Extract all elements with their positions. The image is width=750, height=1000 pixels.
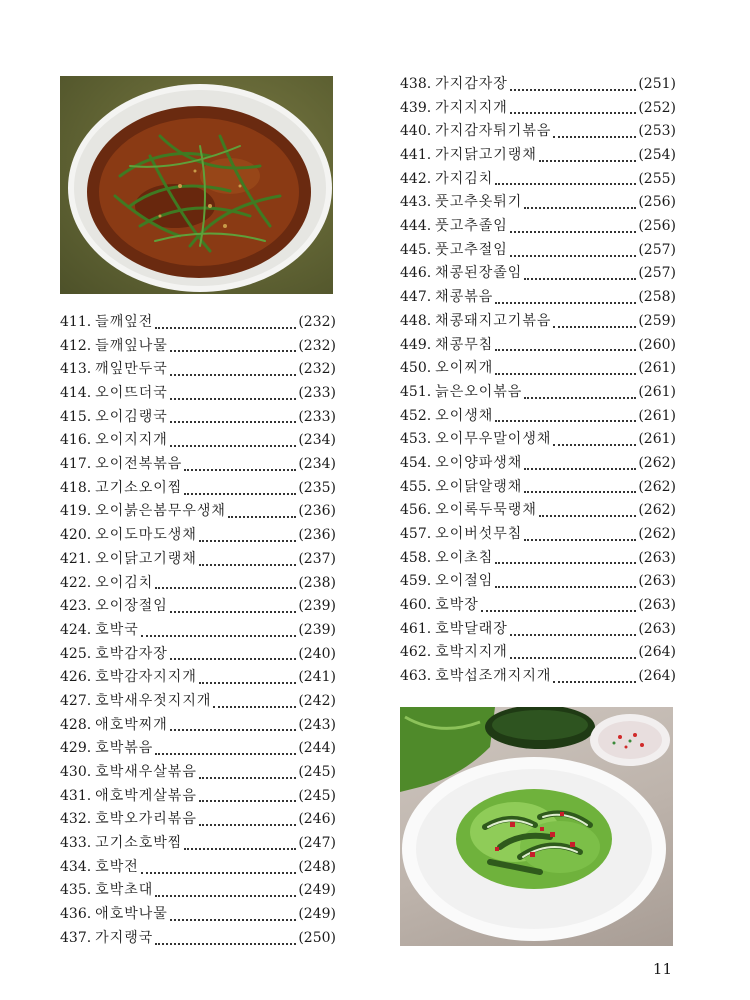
toc-dot-leader	[199, 540, 297, 542]
toc-entry-number: 435.	[60, 882, 92, 899]
toc-entry-page: (242)	[298, 692, 336, 709]
toc-entry-page: (233)	[298, 408, 336, 425]
toc-entry-number: 438.	[400, 75, 432, 92]
toc-left-column	[60, 311, 336, 951]
toc-entry	[60, 406, 336, 430]
toc-entry-page: (239)	[298, 621, 336, 638]
toc-entry-number: 452.	[400, 407, 432, 424]
toc-entry-page: (233)	[298, 385, 336, 402]
toc-entry-title: 가지감자튀기볶음	[435, 123, 552, 140]
toc-entry	[60, 785, 336, 809]
toc-entry-title: 오이전복볶음	[95, 456, 183, 473]
toc-entry-number: 462.	[400, 644, 432, 661]
toc-entry	[400, 239, 676, 263]
toc-dot-leader	[524, 491, 636, 493]
toc-entry-number: 460.	[400, 597, 432, 614]
toc-dot-leader	[170, 729, 297, 731]
toc-entry	[400, 310, 676, 334]
toc-entry-page: (255)	[638, 170, 676, 187]
toc-entry-page: (262)	[638, 526, 676, 543]
toc-dot-leader	[510, 255, 637, 257]
toc-entry	[60, 690, 336, 714]
toc-entry	[60, 856, 336, 880]
toc-dot-leader	[170, 350, 297, 352]
toc-entry-page: (257)	[638, 265, 676, 282]
toc-entry	[400, 452, 676, 476]
toc-dot-leader	[510, 231, 637, 233]
toc-entry-page: (238)	[298, 574, 336, 591]
toc-entry-title: 오이닭알랭채	[435, 478, 523, 495]
toc-dot-leader	[170, 919, 297, 921]
toc-entry-number: 463.	[400, 668, 432, 685]
toc-entry	[400, 499, 676, 523]
soup-illustration	[60, 76, 333, 294]
salad-illustration	[400, 707, 673, 946]
toc-right-column	[400, 73, 676, 689]
toc-entry-page: (236)	[298, 527, 336, 544]
toc-dot-leader	[524, 539, 636, 541]
toc-entry-number: 434.	[60, 858, 92, 875]
toc-dot-leader	[510, 112, 637, 114]
toc-entry-title: 호박지지개	[435, 644, 508, 661]
toc-entry-title: 오이생채	[435, 407, 494, 424]
toc-entry-title: 고기소호박찜	[95, 835, 183, 852]
toc-entry-page: (234)	[298, 456, 336, 473]
toc-entry	[400, 523, 676, 547]
toc-dot-leader	[184, 469, 296, 471]
toc-entry-page: (245)	[298, 764, 336, 781]
toc-entry	[400, 642, 676, 666]
toc-entry-title: 오이버섯무침	[435, 526, 523, 543]
toc-dot-leader	[510, 89, 637, 91]
toc-entry-number: 412.	[60, 337, 92, 354]
toc-entry-number: 442.	[400, 170, 432, 187]
toc-dot-leader	[524, 468, 636, 470]
toc-entry-number: 453.	[400, 431, 432, 448]
toc-entry-page: (237)	[298, 550, 336, 567]
toc-entry-title: 오이찌개	[435, 360, 494, 377]
toc-entry-title: 채콩된장졸임	[435, 265, 523, 282]
toc-entry	[60, 382, 336, 406]
toc-entry-title: 애호박게살볶음	[95, 787, 197, 804]
toc-entry-number: 458.	[400, 549, 432, 566]
toc-entry-page: (261)	[638, 360, 676, 377]
toc-entry-title: 호박볶음	[95, 740, 154, 757]
toc-entry-number: 457.	[400, 526, 432, 543]
toc-dot-leader	[553, 444, 636, 446]
toc-entry-page: (249)	[298, 906, 336, 923]
toc-entry-page: (256)	[638, 218, 676, 235]
toc-entry-title: 풋고추절임	[435, 241, 508, 258]
toc-entry-title: 가지김치	[435, 170, 494, 187]
toc-entry-title: 오이붉은봄무우생채	[95, 503, 226, 520]
toc-entry	[400, 120, 676, 144]
toc-entry	[60, 429, 336, 453]
toc-entry-page: (240)	[298, 645, 336, 662]
toc-entry-title: 가지랭국	[95, 929, 154, 946]
toc-entry-title: 늙은오이볶음	[435, 383, 523, 400]
toc-entry-page: (254)	[638, 147, 676, 164]
toc-entry	[400, 357, 676, 381]
toc-entry-number: 459.	[400, 573, 432, 590]
toc-entry	[60, 501, 336, 525]
toc-entry-page: (239)	[298, 598, 336, 615]
toc-entry-title: 오이장절임	[95, 598, 168, 615]
toc-entry-number: 445.	[400, 241, 432, 258]
toc-entry-title: 호박장	[435, 597, 479, 614]
toc-entry-title: 호박새우살볶음	[95, 764, 197, 781]
toc-entry-title: 오이초침	[435, 549, 494, 566]
toc-entry-title: 호박전	[95, 858, 139, 875]
toc-entry-number: 421.	[60, 550, 92, 567]
toc-dot-leader	[553, 136, 636, 138]
toc-dot-leader	[170, 658, 297, 660]
toc-entry-number: 437.	[60, 929, 92, 946]
toc-entry	[400, 547, 676, 571]
toc-entry-page: (260)	[638, 336, 676, 353]
toc-dot-leader	[553, 326, 636, 328]
toc-dot-leader	[184, 848, 296, 850]
toc-entry	[400, 405, 676, 429]
toc-entry	[400, 594, 676, 618]
toc-entry-page: (243)	[298, 716, 336, 733]
toc-entry-title: 가지닭고기랭채	[435, 147, 537, 164]
toc-entry-number: 433.	[60, 835, 92, 852]
toc-entry-title: 채콩무침	[435, 336, 494, 353]
toc-entry-number: 447.	[400, 289, 432, 306]
toc-entry-number: 451.	[400, 383, 432, 400]
toc-dot-leader	[155, 327, 296, 329]
toc-dot-leader	[539, 515, 637, 517]
toc-entry-page: (251)	[638, 75, 676, 92]
toc-entry	[60, 335, 336, 359]
toc-dot-leader	[170, 421, 297, 423]
toc-entry-number: 461.	[400, 620, 432, 637]
toc-entry-number: 431.	[60, 787, 92, 804]
toc-entry-title: 호박섭조개지지개	[435, 668, 552, 685]
soup-bowl-photo	[60, 76, 333, 294]
toc-entry	[60, 880, 336, 904]
toc-entry-page: (245)	[298, 787, 336, 804]
toc-entry-page: (264)	[638, 668, 676, 685]
toc-entry-number: 413.	[60, 361, 92, 378]
toc-dot-leader	[481, 610, 637, 612]
toc-dot-leader	[539, 160, 637, 162]
toc-entry-title: 채콩볶음	[435, 289, 494, 306]
toc-entry	[400, 428, 676, 452]
toc-dot-leader	[199, 564, 297, 566]
toc-dot-leader	[495, 302, 636, 304]
toc-entry-page: (263)	[638, 597, 676, 614]
toc-entry-page: (247)	[298, 835, 336, 852]
toc-dot-leader	[199, 777, 297, 779]
toc-entry-page: (234)	[298, 432, 336, 449]
toc-dot-leader	[170, 445, 297, 447]
toc-entry-title: 오이록두묵랭채	[435, 502, 537, 519]
toc-entry-title: 오이김치	[95, 574, 154, 591]
toc-dot-leader	[155, 753, 296, 755]
toc-entry-number: 449.	[400, 336, 432, 353]
toc-entry-title: 들깨잎전	[95, 313, 154, 330]
toc-entry	[400, 334, 676, 358]
toc-entry-title: 호박감자장	[95, 645, 168, 662]
toc-entry-number: 415.	[60, 408, 92, 425]
toc-entry	[400, 73, 676, 97]
toc-entry-title: 호박감자지지개	[95, 669, 197, 686]
toc-entry-number: 424.	[60, 621, 92, 638]
toc-dot-leader	[495, 349, 636, 351]
toc-entry-title: 채콩돼지고기볶음	[435, 312, 552, 329]
toc-entry-number: 428.	[60, 716, 92, 733]
toc-entry-page: (232)	[298, 361, 336, 378]
toc-entry-number: 455.	[400, 478, 432, 495]
toc-entry-number: 448.	[400, 312, 432, 329]
toc-dot-leader	[155, 587, 296, 589]
toc-entry-number: 440.	[400, 123, 432, 140]
toc-entry-title: 호박국	[95, 621, 139, 638]
toc-dot-leader	[524, 207, 636, 209]
toc-entry-page: (235)	[298, 479, 336, 496]
toc-entry-title: 호박새우젓지지개	[95, 692, 212, 709]
toc-entry-page: (263)	[638, 549, 676, 566]
toc-entry	[400, 286, 676, 310]
toc-entry-title: 들깨잎나물	[95, 337, 168, 354]
toc-entry-page: (261)	[638, 431, 676, 448]
toc-entry-page: (258)	[638, 289, 676, 306]
toc-entry-title: 호박달래장	[435, 620, 508, 637]
toc-entry-number: 429.	[60, 740, 92, 757]
toc-entry-page: (261)	[638, 407, 676, 424]
toc-dot-leader	[141, 635, 297, 637]
toc-entry-number: 432.	[60, 811, 92, 828]
toc-dot-leader	[184, 493, 296, 495]
toc-entry-number: 417.	[60, 456, 92, 473]
toc-entry-page: (244)	[298, 740, 336, 757]
toc-dot-leader	[524, 397, 636, 399]
toc-entry	[400, 191, 676, 215]
toc-entry-page: (262)	[638, 454, 676, 471]
toc-dot-leader	[213, 706, 296, 708]
toc-entry-number: 425.	[60, 645, 92, 662]
toc-dot-leader	[170, 398, 297, 400]
toc-dot-leader	[228, 516, 296, 518]
toc-entry-page: (246)	[298, 811, 336, 828]
toc-dot-leader	[495, 183, 636, 185]
toc-entry-number: 456.	[400, 502, 432, 519]
toc-entry-title: 오이도마도생채	[95, 527, 197, 544]
toc-entry-number: 423.	[60, 598, 92, 615]
toc-entry	[60, 643, 336, 667]
toc-entry-number: 416.	[60, 432, 92, 449]
toc-entry-page: (236)	[298, 503, 336, 520]
toc-entry-title: 오이절임	[435, 573, 494, 590]
toc-entry	[60, 595, 336, 619]
toc-entry-title: 애호박찌개	[95, 716, 168, 733]
toc-entry-page: (262)	[638, 502, 676, 519]
toc-dot-leader	[141, 872, 297, 874]
toc-entry	[60, 619, 336, 643]
toc-entry	[400, 381, 676, 405]
toc-entry-number: 420.	[60, 527, 92, 544]
toc-entry-title: 오이김랭국	[95, 408, 168, 425]
toc-dot-leader	[155, 895, 296, 897]
toc-entry-number: 430.	[60, 764, 92, 781]
toc-entry-title: 오이지지개	[95, 432, 168, 449]
toc-dot-leader	[199, 800, 297, 802]
toc-dot-leader	[524, 278, 636, 280]
toc-dot-leader	[170, 374, 297, 376]
toc-entry-page: (256)	[638, 194, 676, 211]
toc-entry	[60, 572, 336, 596]
toc-entry	[400, 144, 676, 168]
toc-entry-title: 가지지지개	[435, 99, 508, 116]
toc-entry-page: (253)	[638, 123, 676, 140]
toc-entry-page: (261)	[638, 383, 676, 400]
toc-entry-page: (257)	[638, 241, 676, 258]
toc-entry	[60, 311, 336, 335]
toc-entry-title: 풋고추졸임	[435, 218, 508, 235]
toc-entry	[400, 476, 676, 500]
toc-entry-number: 411.	[60, 313, 92, 330]
toc-entry-title: 깨잎만두국	[95, 361, 168, 378]
toc-dot-leader	[495, 420, 636, 422]
toc-entry-page: (241)	[298, 669, 336, 686]
toc-entry-title: 호박오가리볶음	[95, 811, 197, 828]
toc-entry	[400, 168, 676, 192]
toc-entry-page: (232)	[298, 337, 336, 354]
toc-entry	[400, 263, 676, 287]
toc-entry	[400, 618, 676, 642]
toc-dot-leader	[510, 657, 637, 659]
toc-entry-title: 가지감자장	[435, 75, 508, 92]
toc-entry-page: (264)	[638, 644, 676, 661]
toc-dot-leader	[170, 611, 297, 613]
toc-entry-number: 414.	[60, 385, 92, 402]
toc-entry-number: 426.	[60, 669, 92, 686]
toc-entry	[400, 665, 676, 689]
toc-entry-number: 450.	[400, 360, 432, 377]
toc-entry-number: 444.	[400, 218, 432, 235]
toc-dot-leader	[495, 373, 636, 375]
toc-entry-title: 오이양파생채	[435, 454, 523, 471]
toc-entry-title: 오이뜨더국	[95, 385, 168, 402]
toc-entry-page: (250)	[298, 929, 336, 946]
toc-entry-page: (232)	[298, 313, 336, 330]
cucumber-salad-photo	[400, 707, 673, 946]
toc-entry	[60, 737, 336, 761]
toc-entry-number: 454.	[400, 454, 432, 471]
toc-entry-page: (248)	[298, 858, 336, 875]
toc-dot-leader	[553, 681, 636, 683]
toc-entry-title: 애호박나물	[95, 906, 168, 923]
toc-entry-number: 419.	[60, 503, 92, 520]
toc-dot-leader	[510, 634, 637, 636]
toc-entry-number: 446.	[400, 265, 432, 282]
toc-entry	[60, 808, 336, 832]
toc-entry	[60, 358, 336, 382]
toc-entry	[60, 832, 336, 856]
toc-entry	[400, 570, 676, 594]
toc-entry-title: 오이무우말이생채	[435, 431, 552, 448]
toc-entry-title: 오이닭고기랭채	[95, 550, 197, 567]
toc-entry-page: (263)	[638, 620, 676, 637]
toc-entry-title: 호박초대	[95, 882, 154, 899]
toc-dot-leader	[199, 824, 297, 826]
toc-dot-leader	[495, 586, 636, 588]
toc-entry-title: 풋고추옷튀기	[435, 194, 523, 211]
toc-dot-leader	[155, 943, 296, 945]
toc-entry-page: (263)	[638, 573, 676, 590]
toc-entry-number: 441.	[400, 147, 432, 164]
toc-entry-page: (249)	[298, 882, 336, 899]
toc-entry	[60, 903, 336, 927]
toc-entry-page: (259)	[638, 312, 676, 329]
toc-entry	[400, 97, 676, 121]
page-number: 11	[652, 960, 672, 978]
toc-entry-number: 427.	[60, 692, 92, 709]
toc-entry-number: 422.	[60, 574, 92, 591]
toc-entry	[60, 761, 336, 785]
toc-entry-number: 443.	[400, 194, 432, 211]
toc-entry-number: 439.	[400, 99, 432, 116]
toc-entry	[60, 453, 336, 477]
toc-entry-number: 436.	[60, 906, 92, 923]
toc-entry	[60, 548, 336, 572]
toc-entry	[60, 666, 336, 690]
toc-entry-page: (262)	[638, 478, 676, 495]
toc-dot-leader	[495, 562, 636, 564]
toc-entry	[60, 477, 336, 501]
toc-dot-leader	[199, 682, 297, 684]
toc-entry-page: (252)	[638, 99, 676, 116]
toc-entry	[60, 714, 336, 738]
toc-entry-number: 418.	[60, 479, 92, 496]
toc-entry	[60, 524, 336, 548]
toc-entry-title: 고기소오이찜	[95, 479, 183, 496]
toc-entry	[60, 927, 336, 951]
toc-entry	[400, 215, 676, 239]
